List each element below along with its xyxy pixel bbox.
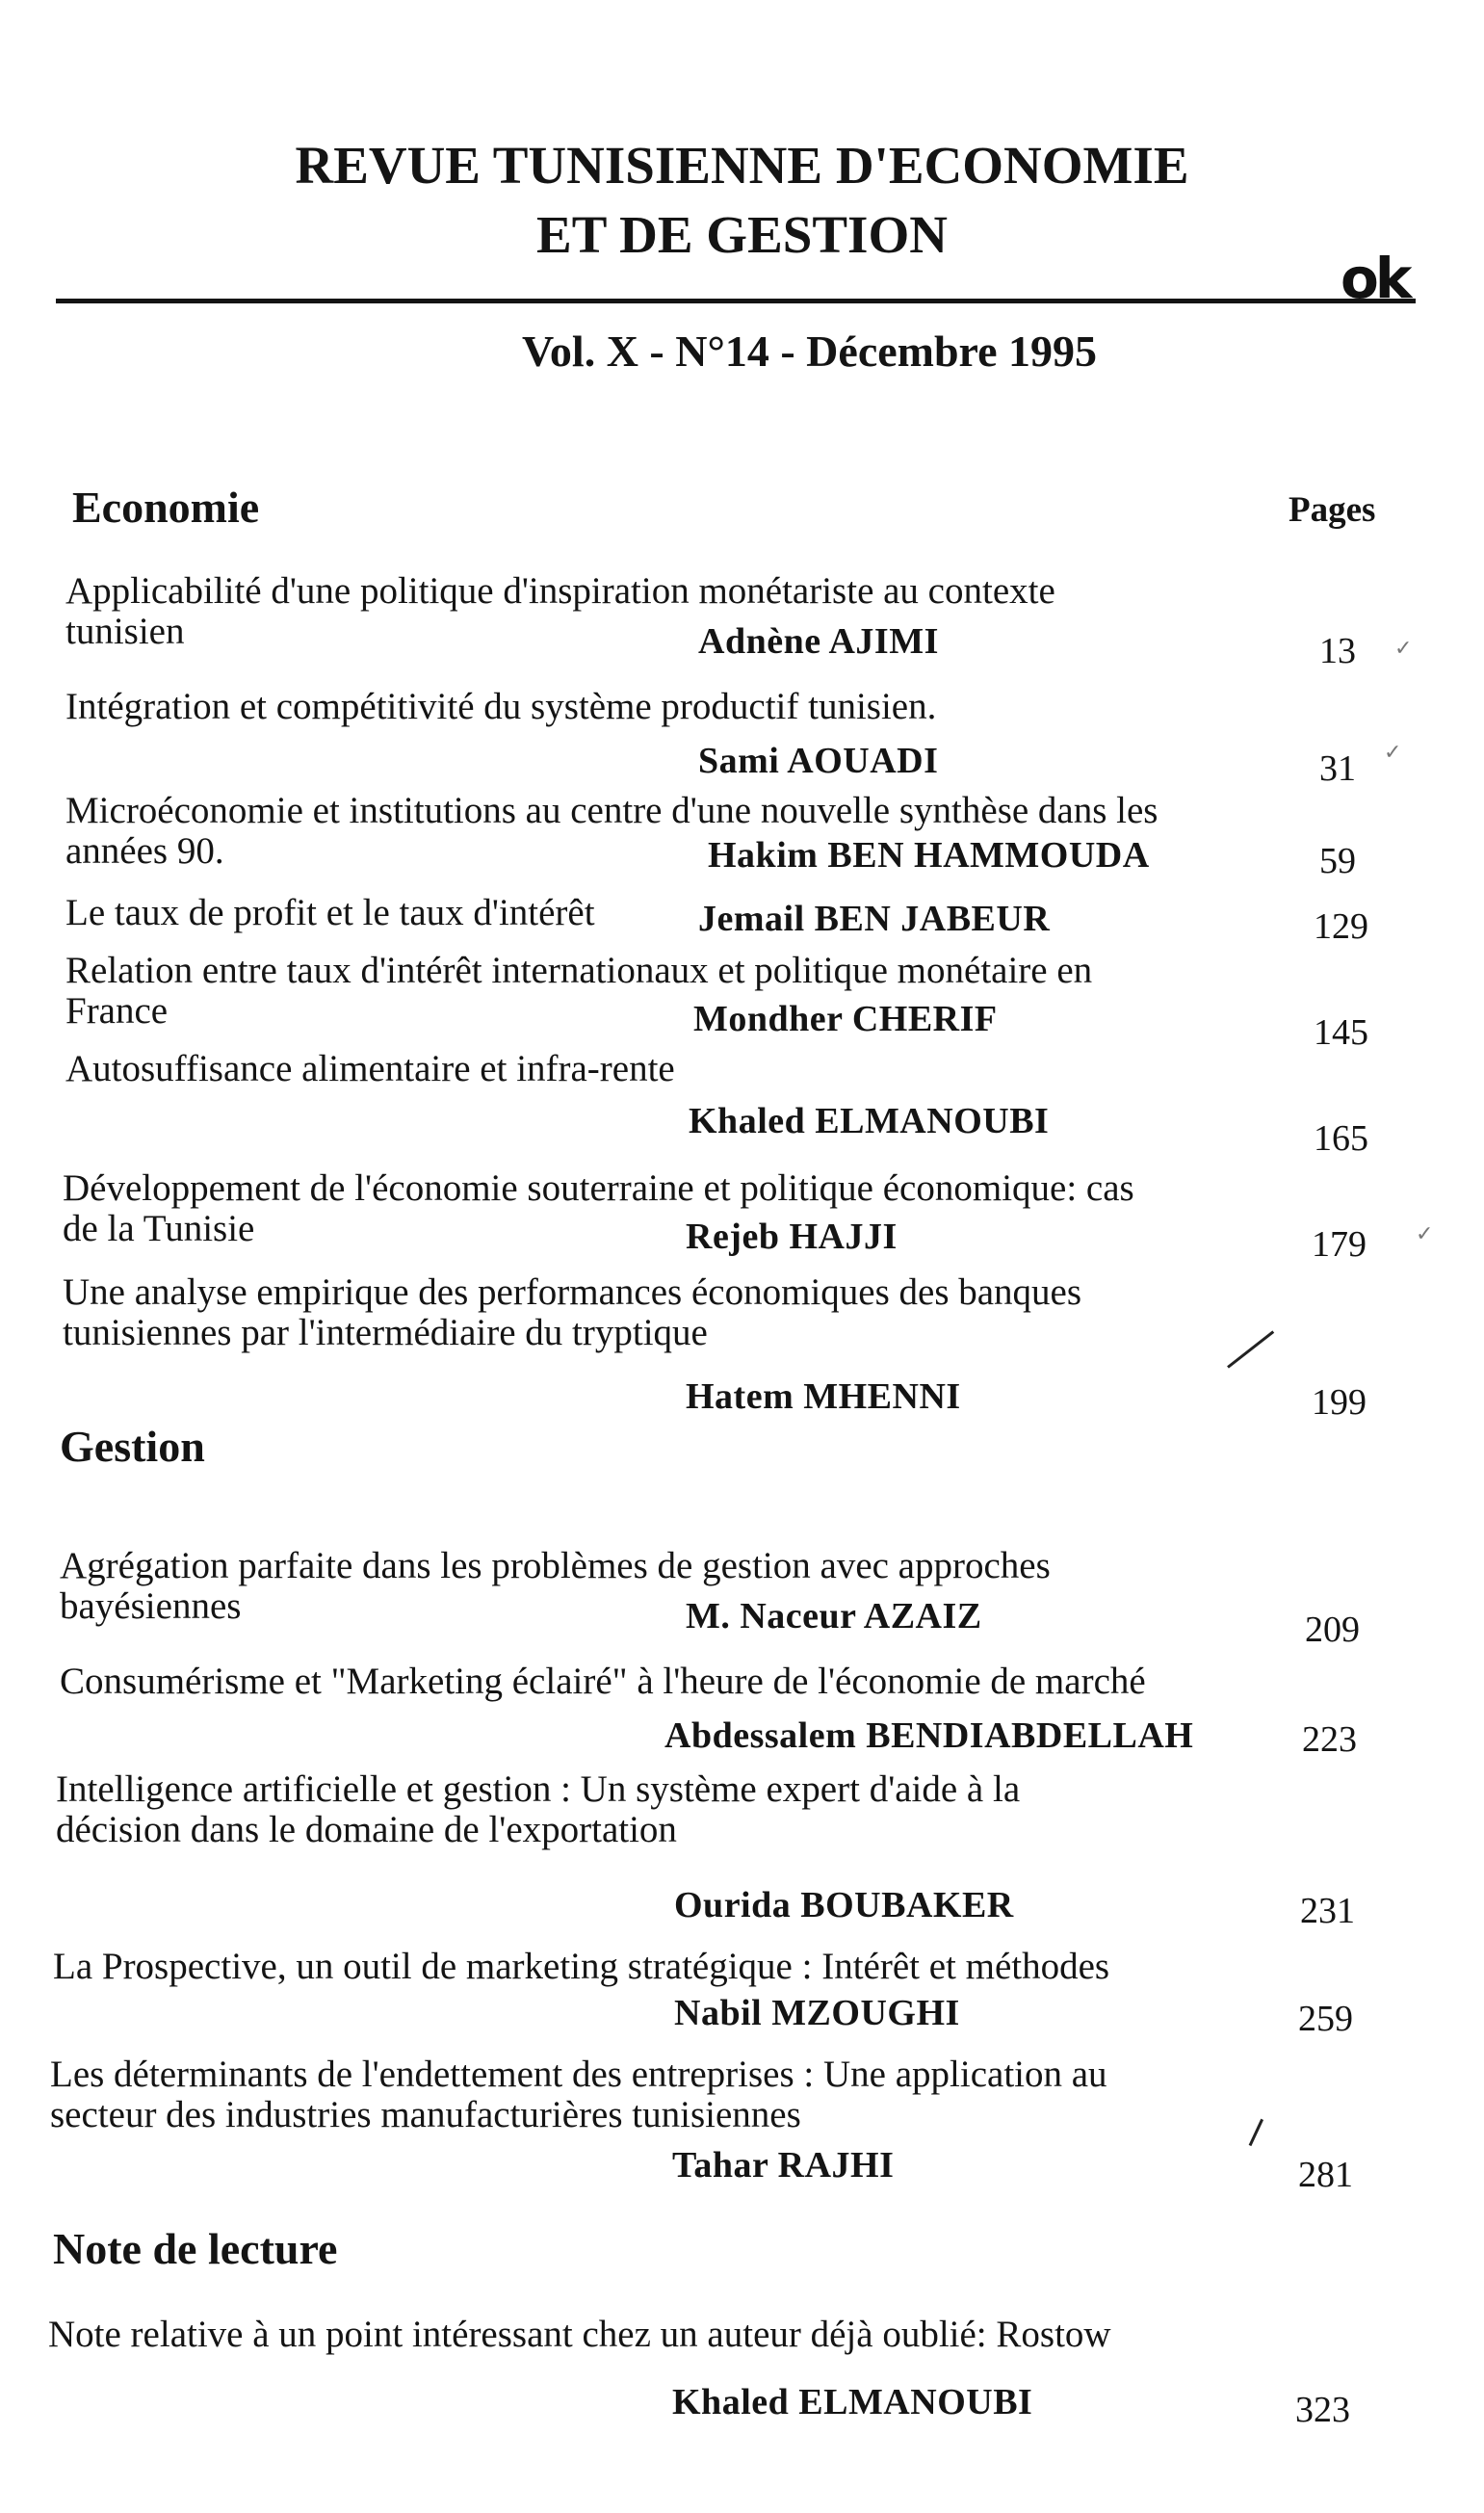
article-author: Adnène AJIMI: [698, 621, 939, 662]
pen-slash-mark: [1227, 1330, 1274, 1368]
article-title-cont: tunisien: [65, 611, 185, 652]
article-author: Hatem MHENNI: [686, 1376, 961, 1417]
article-page: 281: [1298, 2155, 1353, 2195]
article-page: 129: [1314, 906, 1368, 947]
pages-header: Pages: [1289, 490, 1376, 530]
article-page: 31: [1319, 748, 1356, 789]
article-page: 179: [1312, 1224, 1367, 1265]
article-title: Note relative à un point intéressant chez un auteur déjà oublié: Rostow: [48, 2314, 1111, 2355]
article-author: Rejeb HAJJI: [686, 1217, 898, 1257]
issue-line: Vol. X - N°14 - Décembre 1995: [521, 327, 1098, 376]
section-title-gestion: Gestion: [60, 1422, 205, 1471]
article-title-cont: secteur des industries manufacturières tunisiennes: [50, 2094, 801, 2135]
article-title: Agrégation parfaite dans les problèmes de gestion avec approches: [60, 1545, 1051, 1586]
check-mark-icon: ✓: [1416, 1221, 1434, 1245]
article-author: Tahar RAJHI: [672, 2145, 895, 2186]
handwritten-ok-mark: ok: [1341, 246, 1409, 311]
article-author: M. Naceur AZAIZ: [686, 1596, 982, 1636]
article-page: 13: [1319, 631, 1356, 671]
article-page: 165: [1314, 1118, 1368, 1159]
article-author: Sami AOUADI: [698, 741, 939, 781]
article-page: 323: [1295, 2390, 1350, 2430]
article-title: Microéconomie et institutions au centre d'une nouvelle synthèse dans les: [65, 790, 1159, 831]
article-title-cont: de la Tunisie: [63, 1208, 255, 1249]
article-title: Applicabilité d'une politique d'inspiration monétariste au contexte: [65, 570, 1055, 612]
article-title: Intégration et compétitivité du système productif tunisien.: [65, 686, 937, 727]
check-mark-icon: ✓: [1384, 740, 1402, 764]
section-title-note: Note de lecture: [53, 2224, 338, 2273]
article-title-cont: tunisiennes par l'intermédiaire du tryptique: [63, 1312, 708, 1353]
article-author: Khaled ELMANOUBI: [672, 2382, 1033, 2422]
article-page: 223: [1302, 1719, 1357, 1760]
article-title-cont: France: [65, 990, 169, 1032]
article-page: 59: [1319, 841, 1356, 881]
section-title-economie: Economie: [72, 483, 260, 532]
article-title: Autosuffisance alimentaire et infra-rente: [65, 1048, 675, 1089]
article-page: 145: [1314, 1012, 1368, 1053]
header-rule: [56, 299, 1416, 303]
article-title-cont: années 90.: [65, 830, 224, 872]
journal-title-line2: ET DE GESTION: [536, 205, 948, 264]
article-page: 259: [1298, 1999, 1353, 2039]
article-title-cont: bayésiennes: [60, 1585, 242, 1627]
article-title: Une analyse empirique des performances économiques des banques: [63, 1271, 1082, 1313]
article-title: Les déterminants de l'endettement des entreprises : Une application au: [50, 2054, 1107, 2095]
article-author: Nabil MZOUGHI: [674, 1993, 960, 2033]
article-title: Relation entre taux d'intérêt internationaux et politique monétaire en: [65, 950, 1093, 991]
article-author: Hakim BEN HAMMOUDA: [708, 835, 1150, 876]
article-page: 231: [1300, 1891, 1355, 1931]
pen-slash-mark: [1249, 2119, 1263, 2146]
article-title: La Prospective, un outil de marketing stratégique : Intérêt et méthodes: [53, 1946, 1110, 1987]
article-title-cont: décision dans le domaine de l'exportation: [56, 1809, 677, 1850]
article-author: Ourida BOUBAKER: [674, 1885, 1014, 1925]
article-author: Mondher CHERIF: [693, 999, 998, 1039]
journal-title-line1: REVUE TUNISIENNE D'ECONOMIE: [295, 136, 1189, 195]
article-author: Jemail BEN JABEUR: [698, 899, 1051, 939]
article-author: Khaled ELMANOUBI: [689, 1101, 1050, 1141]
article-title: Le taux de profit et le taux d'intérêt: [65, 892, 595, 933]
check-mark-icon: ✓: [1394, 636, 1413, 660]
article-page: 209: [1305, 1610, 1360, 1650]
article-page: 199: [1312, 1382, 1367, 1423]
article-title: Intelligence artificielle et gestion : Un système expert d'aide à la: [56, 1768, 1021, 1810]
article-author: Abdessalem BENDIABDELLAH: [664, 1715, 1194, 1756]
article-title: Consumérisme et "Marketing éclairé" à l'heure de l'économie de marché: [60, 1661, 1146, 1702]
article-title: Développement de l'économie souterraine et politique économique: cas: [63, 1167, 1134, 1209]
